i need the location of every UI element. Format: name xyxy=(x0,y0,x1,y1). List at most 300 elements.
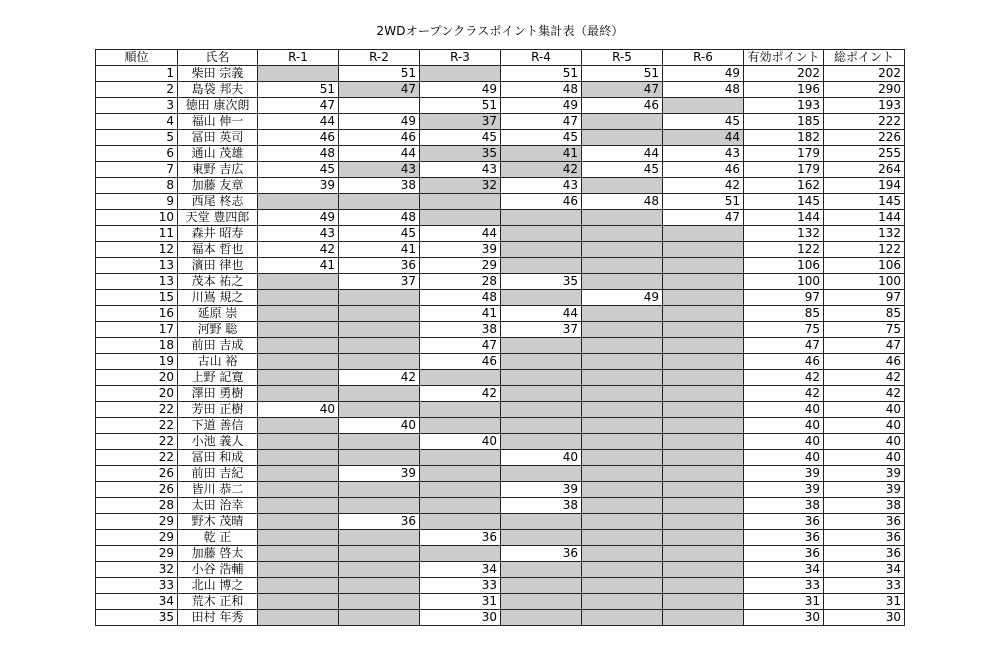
name-cell: 徳田 康次朗 xyxy=(178,98,258,114)
table-row xyxy=(96,530,905,546)
round-1-cell xyxy=(258,450,339,466)
effective-points-cell: 39 xyxy=(744,482,824,498)
total-points-cell: 33 xyxy=(824,578,905,594)
round-4-cell xyxy=(501,466,582,482)
name-cell: 森井 昭寿 xyxy=(178,226,258,242)
rank-cell: 22 xyxy=(96,450,178,466)
rank-cell: 22 xyxy=(96,434,178,450)
round-4-cell: 45 xyxy=(501,130,582,146)
round-5-cell xyxy=(582,258,663,274)
round-1-cell xyxy=(258,610,339,626)
round-2-cell: 41 xyxy=(339,242,420,258)
round-6-cell xyxy=(663,450,744,466)
round-1-cell xyxy=(258,546,339,562)
page-title: 2WDオープンクラスポイント集計表（最終） xyxy=(376,24,624,38)
round-2-cell: 38 xyxy=(339,178,420,194)
rank-cell: 18 xyxy=(96,338,178,354)
round-4-cell: 44 xyxy=(501,306,582,322)
round-3-cell: 49 xyxy=(420,82,501,98)
round-5-cell xyxy=(582,578,663,594)
table-row xyxy=(96,450,905,466)
effective-points-cell: 106 xyxy=(744,258,824,274)
effective-points-cell: 85 xyxy=(744,306,824,322)
round-6-cell xyxy=(663,354,744,370)
effective-points-cell: 42 xyxy=(744,386,824,402)
round-3-cell xyxy=(420,402,501,418)
total-points-cell: 40 xyxy=(824,418,905,434)
round-3-cell: 42 xyxy=(420,386,501,402)
round-1-cell: 47 xyxy=(258,98,339,114)
round-5-cell: 46 xyxy=(582,98,663,114)
name-cell: 加藤 啓太 xyxy=(178,546,258,562)
round-6-cell: 44 xyxy=(663,130,744,146)
total-points-cell: 47 xyxy=(824,338,905,354)
round-6-cell: 45 xyxy=(663,114,744,130)
name-cell: 河野 聡 xyxy=(178,322,258,338)
total-points-cell: 40 xyxy=(824,450,905,466)
round-4-cell xyxy=(501,434,582,450)
round-1-cell: 44 xyxy=(258,114,339,130)
round-2-cell xyxy=(339,306,420,322)
round-2-cell xyxy=(339,482,420,498)
effective-points-cell: 40 xyxy=(744,402,824,418)
round-3-cell: 33 xyxy=(420,578,501,594)
total-points-cell: 194 xyxy=(824,178,905,194)
round-2-cell xyxy=(339,530,420,546)
table-row xyxy=(96,210,905,226)
name-cell: 太田 治幸 xyxy=(178,498,258,514)
name-cell: 古山 裕 xyxy=(178,354,258,370)
rank-cell: 10 xyxy=(96,210,178,226)
round-5-cell xyxy=(582,562,663,578)
round-3-cell xyxy=(420,546,501,562)
round-2-cell: 42 xyxy=(339,370,420,386)
round-4-cell xyxy=(501,370,582,386)
table-row xyxy=(96,418,905,434)
rank-cell: 29 xyxy=(96,546,178,562)
round-2-cell xyxy=(339,562,420,578)
name-cell: 下道 善信 xyxy=(178,418,258,434)
round-1-cell: 49 xyxy=(258,210,339,226)
name-cell: 西尾 柊志 xyxy=(178,194,258,210)
round-4-cell xyxy=(501,562,582,578)
table-row xyxy=(96,322,905,338)
header-r1: R-1 xyxy=(258,50,339,66)
header-r5: R-5 xyxy=(582,50,663,66)
round-3-cell: 29 xyxy=(420,258,501,274)
table-row xyxy=(96,290,905,306)
effective-points-cell: 162 xyxy=(744,178,824,194)
round-3-cell: 44 xyxy=(420,226,501,242)
effective-points-cell: 182 xyxy=(744,130,824,146)
round-1-cell xyxy=(258,578,339,594)
name-cell: 前田 吉紀 xyxy=(178,466,258,482)
round-3-cell xyxy=(420,66,501,82)
table-row xyxy=(96,434,905,450)
round-2-cell: 43 xyxy=(339,162,420,178)
round-2-cell xyxy=(339,434,420,450)
round-1-cell xyxy=(258,306,339,322)
total-points-cell: 40 xyxy=(824,402,905,418)
rank-cell: 35 xyxy=(96,610,178,626)
name-cell: 柴田 宗義 xyxy=(178,66,258,82)
rank-cell: 1 xyxy=(96,66,178,82)
round-1-cell: 45 xyxy=(258,162,339,178)
round-2-cell xyxy=(339,338,420,354)
round-4-cell: 36 xyxy=(501,546,582,562)
round-5-cell: 48 xyxy=(582,194,663,210)
round-5-cell xyxy=(582,178,663,194)
round-1-cell: 48 xyxy=(258,146,339,162)
round-3-cell xyxy=(420,466,501,482)
round-2-cell: 44 xyxy=(339,146,420,162)
rank-cell: 22 xyxy=(96,418,178,434)
round-1-cell: 46 xyxy=(258,130,339,146)
header-total-points: 総ポイント xyxy=(824,50,905,66)
round-5-cell xyxy=(582,402,663,418)
table-row xyxy=(96,610,905,626)
round-4-cell xyxy=(501,514,582,530)
round-3-cell: 45 xyxy=(420,130,501,146)
name-cell: 野木 茂晴 xyxy=(178,514,258,530)
effective-points-cell: 40 xyxy=(744,418,824,434)
table-row xyxy=(96,162,905,178)
rank-cell: 4 xyxy=(96,114,178,130)
rank-cell: 17 xyxy=(96,322,178,338)
round-2-cell xyxy=(339,402,420,418)
round-6-cell: 48 xyxy=(663,82,744,98)
round-6-cell xyxy=(663,322,744,338)
header-row xyxy=(96,50,905,66)
effective-points-cell: 34 xyxy=(744,562,824,578)
total-points-cell: 38 xyxy=(824,498,905,514)
table-row xyxy=(96,546,905,562)
round-6-cell xyxy=(663,594,744,610)
rank-cell: 26 xyxy=(96,466,178,482)
effective-points-cell: 42 xyxy=(744,370,824,386)
table-row xyxy=(96,402,905,418)
total-points-cell: 132 xyxy=(824,226,905,242)
round-6-cell xyxy=(663,546,744,562)
total-points-cell: 122 xyxy=(824,242,905,258)
name-cell: 芳田 正樹 xyxy=(178,402,258,418)
round-2-cell xyxy=(339,354,420,370)
round-4-cell: 51 xyxy=(501,66,582,82)
round-1-cell: 43 xyxy=(258,226,339,242)
table-row xyxy=(96,98,905,114)
round-5-cell: 47 xyxy=(582,82,663,98)
round-3-cell: 40 xyxy=(420,434,501,450)
round-2-cell xyxy=(339,594,420,610)
round-3-cell: 39 xyxy=(420,242,501,258)
round-4-cell xyxy=(501,354,582,370)
round-4-cell xyxy=(501,578,582,594)
round-1-cell: 51 xyxy=(258,82,339,98)
effective-points-cell: 179 xyxy=(744,146,824,162)
round-5-cell xyxy=(582,338,663,354)
round-2-cell: 46 xyxy=(339,130,420,146)
round-2-cell xyxy=(339,290,420,306)
round-5-cell xyxy=(582,306,663,322)
round-1-cell xyxy=(258,370,339,386)
table-row xyxy=(96,114,905,130)
round-5-cell xyxy=(582,450,663,466)
effective-points-cell: 39 xyxy=(744,466,824,482)
total-points-cell: 144 xyxy=(824,210,905,226)
header-name: 氏名 xyxy=(178,50,258,66)
round-1-cell xyxy=(258,514,339,530)
round-3-cell xyxy=(420,194,501,210)
effective-points-cell: 36 xyxy=(744,546,824,562)
table-row xyxy=(96,562,905,578)
effective-points-cell: 40 xyxy=(744,450,824,466)
effective-points-cell: 47 xyxy=(744,338,824,354)
header-r4: R-4 xyxy=(501,50,582,66)
round-5-cell: 45 xyxy=(582,162,663,178)
total-points-cell: 226 xyxy=(824,130,905,146)
name-cell: 東野 吉広 xyxy=(178,162,258,178)
round-3-cell: 46 xyxy=(420,354,501,370)
round-1-cell xyxy=(258,418,339,434)
round-2-cell xyxy=(339,98,420,114)
name-cell: 濱田 律也 xyxy=(178,258,258,274)
round-5-cell xyxy=(582,434,663,450)
table-row xyxy=(96,274,905,290)
round-3-cell: 30 xyxy=(420,610,501,626)
round-5-cell xyxy=(582,594,663,610)
round-6-cell: 47 xyxy=(663,210,744,226)
effective-points-cell: 145 xyxy=(744,194,824,210)
rank-cell: 2 xyxy=(96,82,178,98)
round-4-cell: 46 xyxy=(501,194,582,210)
round-5-cell xyxy=(582,418,663,434)
effective-points-cell: 97 xyxy=(744,290,824,306)
name-cell: 北山 博之 xyxy=(178,578,258,594)
total-points-cell: 145 xyxy=(824,194,905,210)
name-cell: 皆川 恭二 xyxy=(178,482,258,498)
name-cell: 島袋 邦夫 xyxy=(178,82,258,98)
table-row xyxy=(96,226,905,242)
round-4-cell xyxy=(501,242,582,258)
round-5-cell xyxy=(582,514,663,530)
rank-cell: 5 xyxy=(96,130,178,146)
round-6-cell: 42 xyxy=(663,178,744,194)
name-cell: 小池 義人 xyxy=(178,434,258,450)
total-points-cell: 40 xyxy=(824,434,905,450)
name-cell: 福本 哲也 xyxy=(178,242,258,258)
round-5-cell xyxy=(582,114,663,130)
round-4-cell xyxy=(501,386,582,402)
round-2-cell: 39 xyxy=(339,466,420,482)
total-points-cell: 42 xyxy=(824,386,905,402)
table-row xyxy=(96,514,905,530)
name-cell: 加藤 友章 xyxy=(178,178,258,194)
round-4-cell: 41 xyxy=(501,146,582,162)
table-row xyxy=(96,466,905,482)
rank-cell: 9 xyxy=(96,194,178,210)
table-row xyxy=(96,242,905,258)
table-row xyxy=(96,178,905,194)
round-1-cell xyxy=(258,434,339,450)
effective-points-cell: 38 xyxy=(744,498,824,514)
effective-points-cell: 179 xyxy=(744,162,824,178)
round-6-cell xyxy=(663,290,744,306)
round-4-cell: 47 xyxy=(501,114,582,130)
name-cell: 乾 正 xyxy=(178,530,258,546)
round-4-cell: 37 xyxy=(501,322,582,338)
round-6-cell xyxy=(663,578,744,594)
rank-cell: 20 xyxy=(96,386,178,402)
round-6-cell xyxy=(663,306,744,322)
round-6-cell xyxy=(663,274,744,290)
round-4-cell: 40 xyxy=(501,450,582,466)
round-5-cell xyxy=(582,370,663,386)
round-3-cell xyxy=(420,514,501,530)
table-row xyxy=(96,594,905,610)
total-points-cell: 85 xyxy=(824,306,905,322)
round-6-cell xyxy=(663,402,744,418)
round-2-cell: 37 xyxy=(339,274,420,290)
effective-points-cell: 40 xyxy=(744,434,824,450)
round-1-cell xyxy=(258,194,339,210)
rank-cell: 15 xyxy=(96,290,178,306)
round-3-cell xyxy=(420,450,501,466)
round-2-cell: 36 xyxy=(339,258,420,274)
rank-cell: 22 xyxy=(96,402,178,418)
effective-points-cell: 132 xyxy=(744,226,824,242)
total-points-cell: 97 xyxy=(824,290,905,306)
round-3-cell xyxy=(420,370,501,386)
round-6-cell xyxy=(663,418,744,434)
round-5-cell xyxy=(582,466,663,482)
round-2-cell xyxy=(339,546,420,562)
table-row xyxy=(96,482,905,498)
rank-cell: 6 xyxy=(96,146,178,162)
round-5-cell: 44 xyxy=(582,146,663,162)
round-3-cell xyxy=(420,498,501,514)
rank-cell: 32 xyxy=(96,562,178,578)
table-body xyxy=(96,66,905,626)
header-r3: R-3 xyxy=(420,50,501,66)
round-2-cell xyxy=(339,578,420,594)
round-6-cell xyxy=(663,338,744,354)
table-row xyxy=(96,130,905,146)
round-3-cell: 35 xyxy=(420,146,501,162)
name-cell: 澤田 勇樹 xyxy=(178,386,258,402)
round-3-cell: 31 xyxy=(420,594,501,610)
round-6-cell xyxy=(663,530,744,546)
round-5-cell xyxy=(582,322,663,338)
effective-points-cell: 36 xyxy=(744,530,824,546)
round-4-cell xyxy=(501,226,582,242)
total-points-cell: 39 xyxy=(824,466,905,482)
round-2-cell: 48 xyxy=(339,210,420,226)
round-2-cell: 36 xyxy=(339,514,420,530)
table-row xyxy=(96,386,905,402)
rank-cell: 29 xyxy=(96,530,178,546)
effective-points-cell: 33 xyxy=(744,578,824,594)
round-4-cell: 38 xyxy=(501,498,582,514)
total-points-cell: 106 xyxy=(824,258,905,274)
rank-cell: 16 xyxy=(96,306,178,322)
table-row xyxy=(96,146,905,162)
header-rank: 順位 xyxy=(96,50,178,66)
total-points-cell: 193 xyxy=(824,98,905,114)
round-1-cell xyxy=(258,338,339,354)
round-4-cell xyxy=(501,610,582,626)
total-points-cell: 36 xyxy=(824,530,905,546)
round-5-cell xyxy=(582,242,663,258)
name-cell: 福山 伸一 xyxy=(178,114,258,130)
effective-points-cell: 75 xyxy=(744,322,824,338)
table-row xyxy=(96,194,905,210)
round-4-cell xyxy=(501,210,582,226)
round-3-cell: 41 xyxy=(420,306,501,322)
table-row xyxy=(96,258,905,274)
rank-cell: 33 xyxy=(96,578,178,594)
rank-cell: 8 xyxy=(96,178,178,194)
round-3-cell xyxy=(420,482,501,498)
round-5-cell xyxy=(582,530,663,546)
total-points-cell: 42 xyxy=(824,370,905,386)
effective-points-cell: 196 xyxy=(744,82,824,98)
round-1-cell xyxy=(258,594,339,610)
round-5-cell xyxy=(582,226,663,242)
round-6-cell xyxy=(663,258,744,274)
round-3-cell: 43 xyxy=(420,162,501,178)
round-1-cell xyxy=(258,274,339,290)
round-6-cell xyxy=(663,98,744,114)
total-points-cell: 34 xyxy=(824,562,905,578)
round-6-cell: 43 xyxy=(663,146,744,162)
effective-points-cell: 30 xyxy=(744,610,824,626)
table-row xyxy=(96,66,905,82)
round-6-cell xyxy=(663,370,744,386)
effective-points-cell: 46 xyxy=(744,354,824,370)
rank-cell: 13 xyxy=(96,274,178,290)
table-row xyxy=(96,354,905,370)
round-3-cell xyxy=(420,418,501,434)
round-5-cell xyxy=(582,130,663,146)
effective-points-cell: 144 xyxy=(744,210,824,226)
round-4-cell xyxy=(501,594,582,610)
total-points-cell: 30 xyxy=(824,610,905,626)
round-2-cell: 45 xyxy=(339,226,420,242)
round-1-cell xyxy=(258,66,339,82)
total-points-cell: 36 xyxy=(824,546,905,562)
table-row xyxy=(96,498,905,514)
effective-points-cell: 36 xyxy=(744,514,824,530)
total-points-cell: 264 xyxy=(824,162,905,178)
total-points-cell: 255 xyxy=(824,146,905,162)
round-3-cell: 38 xyxy=(420,322,501,338)
name-cell: 茂本 祐之 xyxy=(178,274,258,290)
effective-points-cell: 202 xyxy=(744,66,824,82)
name-cell: 小谷 浩輔 xyxy=(178,562,258,578)
rank-cell: 29 xyxy=(96,514,178,530)
round-3-cell: 48 xyxy=(420,290,501,306)
round-4-cell: 49 xyxy=(501,98,582,114)
rank-cell: 19 xyxy=(96,354,178,370)
total-points-cell: 290 xyxy=(824,82,905,98)
total-points-cell: 100 xyxy=(824,274,905,290)
round-2-cell xyxy=(339,610,420,626)
round-2-cell xyxy=(339,386,420,402)
round-1-cell xyxy=(258,354,339,370)
header-r2: R-2 xyxy=(339,50,420,66)
round-2-cell: 47 xyxy=(339,82,420,98)
round-3-cell: 28 xyxy=(420,274,501,290)
